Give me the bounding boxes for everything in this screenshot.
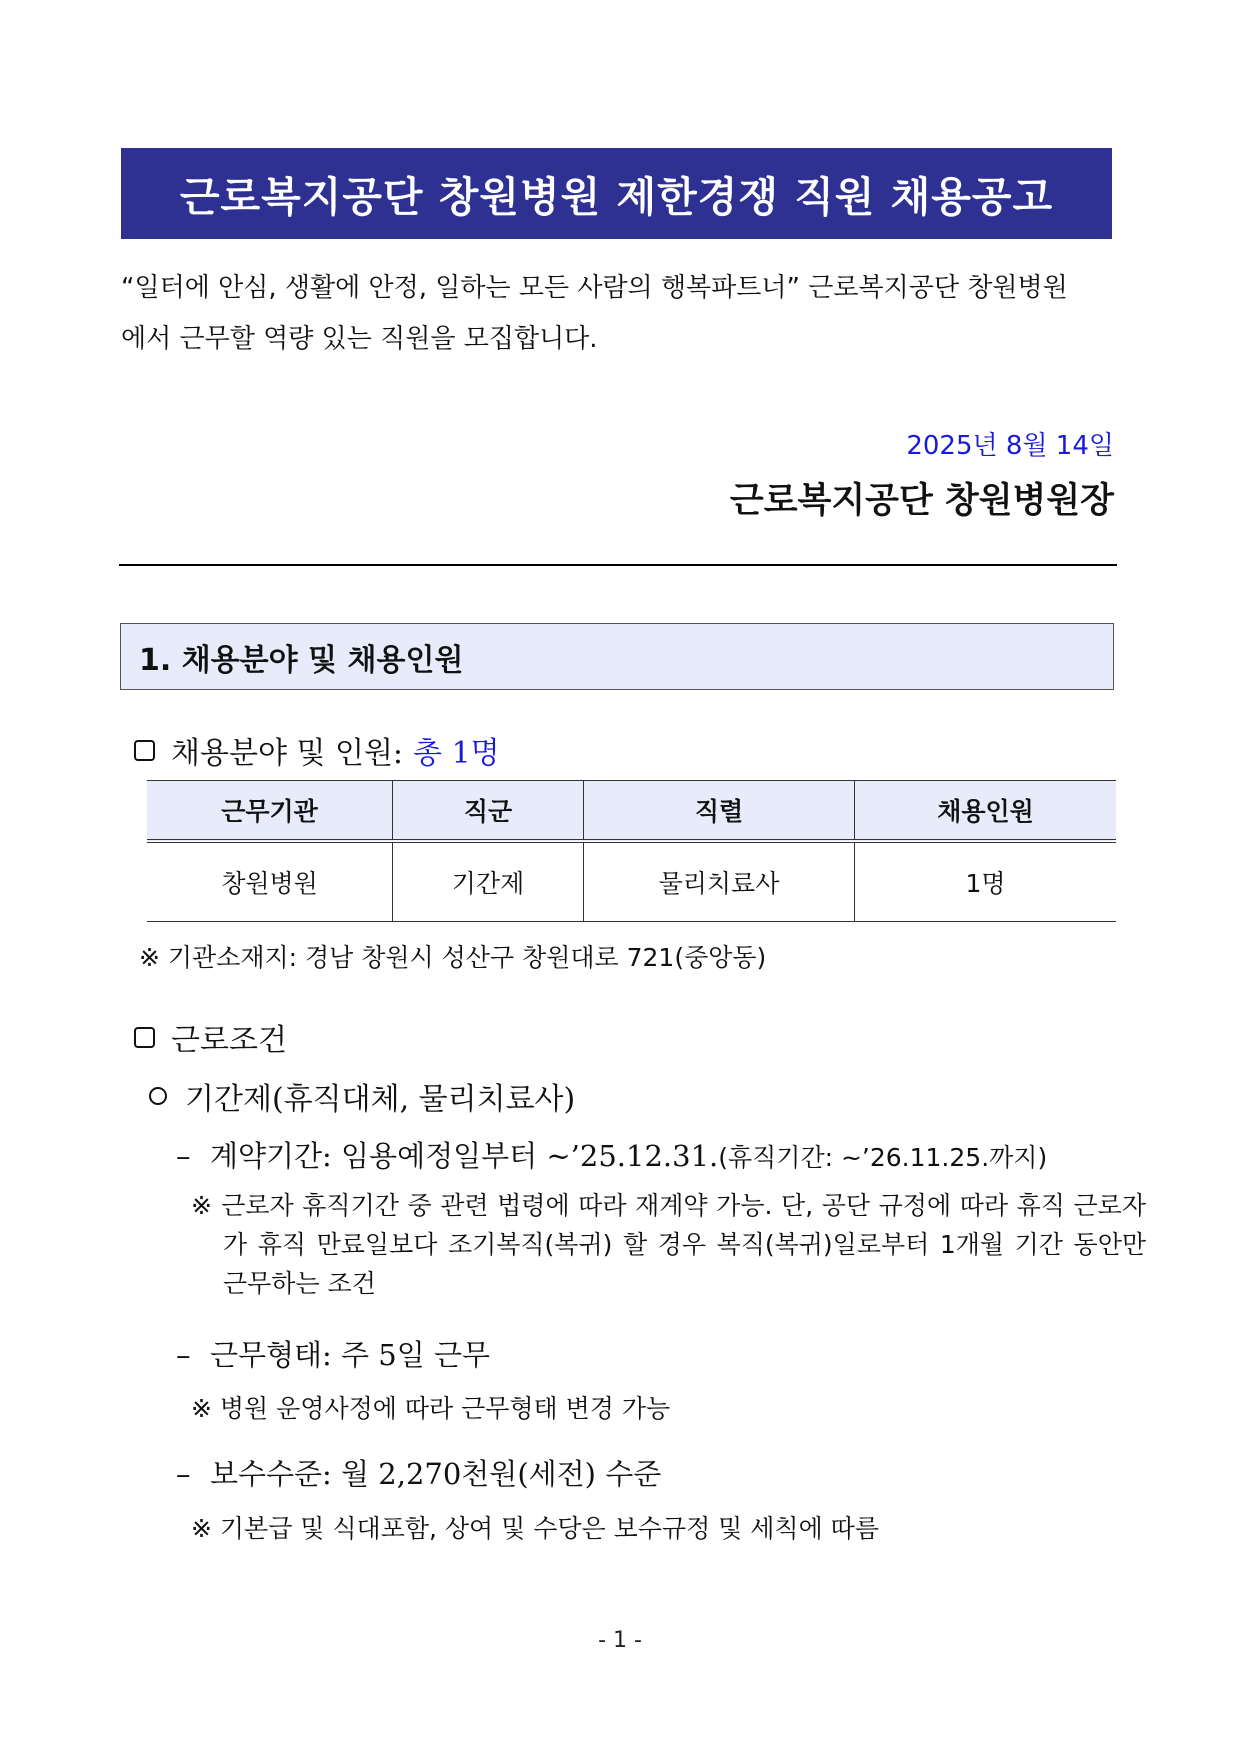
contract-period-label: 계약기간: 임용예정일부터 ~’25.12.31. — [210, 1139, 719, 1173]
announcement-date: 2025년 8월 14일 — [906, 431, 1114, 461]
recruitment-table — [147, 780, 1116, 922]
pay-level — [176, 1452, 661, 1493]
work-type-label: 근무형태: 주 5일 근무 — [210, 1338, 490, 1372]
work-type-note: ※ 병원 운영사정에 따라 근무형태 변경 가능 — [191, 1394, 671, 1423]
header-job-series: 직렬 — [584, 781, 855, 842]
conditions-heading — [134, 1015, 287, 1059]
dash-bullet: – — [176, 1457, 191, 1491]
header-agency: 근무기관 — [147, 781, 393, 842]
contract-note: ※ 근로자 휴직기간 중 관련 법령에 따라 재계약 가능. 단, 공단 규정에 따라 휴직 근로자가 휴직 만료일보다 조기복직(복귀) 할 경우 복직(복귀)일로부터 1개월 기간 동안만 근무하는 조건 — [191, 1191, 1146, 1298]
conditions-subheading-label: 기간제(휴직대체, 물리치료사) — [185, 1082, 576, 1117]
conditions-heading-label: 근로조건 — [171, 1023, 287, 1058]
intro-line-2: 에서 근무할 역량 있는 직원을 모집합니다. — [121, 324, 598, 354]
recruitment-total: 총 1명 — [413, 736, 500, 771]
circle-bullet-icon — [149, 1087, 167, 1105]
cell-job-group: 기간제 — [393, 841, 584, 922]
recruitment-field-label: 채용분야 및 인원: — [171, 736, 404, 771]
location-note: ※ 기관소재지: 경남 창원시 성산구 창원대로 721(중앙동) — [139, 943, 767, 972]
table-row — [147, 841, 1116, 922]
table-header-row — [147, 781, 1116, 842]
pay-level-label: 보수수준: 월 2,270천원(세전) 수준 — [210, 1457, 662, 1491]
cell-agency: 창원병원 — [147, 841, 393, 922]
work-type — [176, 1333, 490, 1374]
divider — [119, 564, 1117, 566]
header-headcount: 채용인원 — [855, 781, 1117, 842]
contract-period — [176, 1134, 1047, 1175]
dash-bullet: – — [176, 1338, 191, 1372]
page-title: 근로복지공단 창원병원 제한경쟁 직원 채용공고 — [121, 148, 1112, 239]
conditions-subheading — [149, 1074, 575, 1118]
dash-bullet: – — [176, 1139, 191, 1173]
square-bullet-icon — [134, 740, 155, 761]
header-job-group: 직군 — [393, 781, 584, 842]
square-bullet-icon — [134, 1027, 155, 1048]
cell-headcount: 1명 — [855, 841, 1117, 922]
pay-note: ※ 기본급 및 식대포함, 상여 및 수당은 보수규정 및 세칙에 따름 — [191, 1514, 879, 1543]
issuer-name: 근로복지공단 창원병원장 — [729, 481, 1114, 521]
section-1-title: 1. 채용분야 및 채용인원 — [120, 623, 1114, 690]
intro-paragraph — [121, 263, 1116, 365]
contract-period-extra: (휴직기간: ~’26.11.25.까지) — [718, 1143, 1048, 1172]
page-number: - 1 - — [598, 1628, 642, 1653]
intro-line-1: “일터에 안심, 생활에 안정, 일하는 모든 사람의 행복파트너” 근로복지공단 창원병원 — [121, 273, 1068, 303]
recruitment-field-heading — [134, 728, 500, 772]
cell-job-series: 물리치료사 — [584, 841, 855, 922]
